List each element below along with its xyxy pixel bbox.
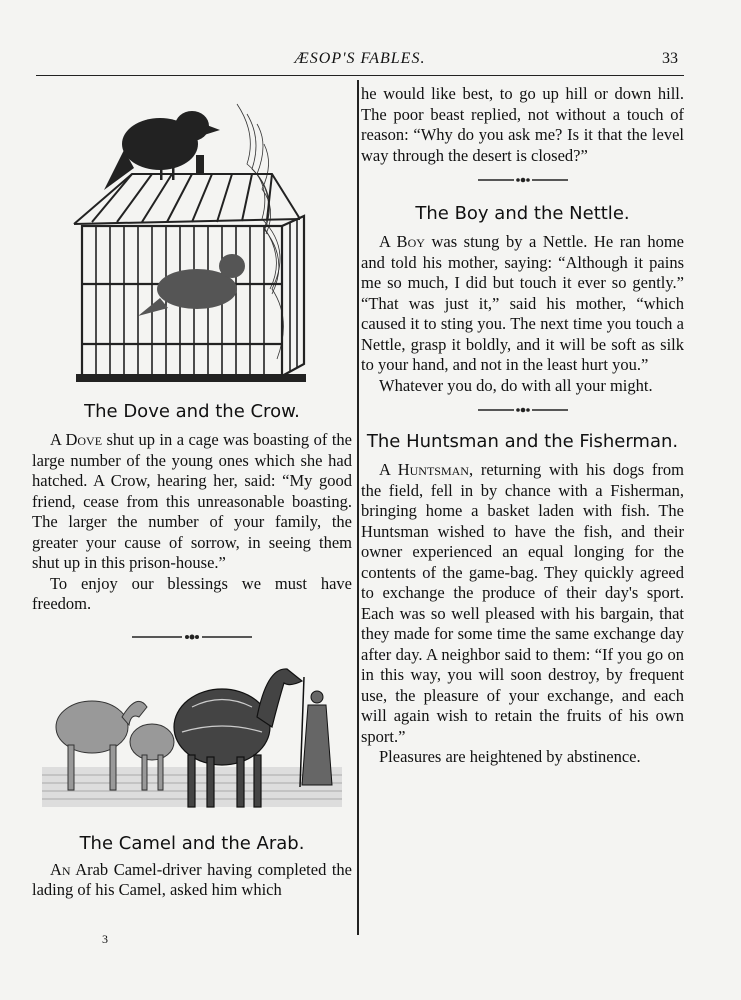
running-head [36,50,684,76]
boy-nettle-text: was stung by a Nettle. He ran home and told his mother, saying: “Although it pains me so much, I did but touch it ever so gently.” “That was just it,” said his mother, “which caused it to sting you. The next time you touch a Nettle, grasp it boldly, and it will be soft as silk to your hand, and not in the least hurt you.” [361,232,684,374]
camel-arab-text: Arab Camel-driver having completed the lading of his Camel, asked him which [32,859,352,899]
boy-nettle-lead: A Boy [379,232,425,251]
huntsman-fisherman-text: , returning with his dogs from the field, fell in by chance with a Fisherman, bringing home a basket laden with fish. The Huntsman wished to have the fish, and their owner experienced an equal longing for the contents of the game-bag. They quickly agreed to exchange the produce of their day's sport. Each was so well pleased with his bargain, that they made for some time the same exchange day after day. A neighbor said to them: “If you go on in this way, you will soon destroy, by frequent use, the pleasure of your exchange, and each will again wish to retain the fruits of his own sport.” [361,460,684,746]
section-divider-right-2 [478,406,568,414]
dove-crow-text: shut up in a cage was boasting of the large number of the young ones which she had hatched. A Crow, hearing her, said: “My good friend, cease from this unreasonable boasting. The larger the number of your family, the greater your cause of sorrow, in seeing them shut up in this prison-house.” [32,430,352,572]
camel-arab-title: The Camel and the Arab. [79,832,305,854]
boy-nettle-title: The Boy and the Nettle. [415,203,630,224]
huntsman-fisherman-lead: A Huntsman [379,460,469,479]
signature-mark: 3 [102,932,108,946]
camel-arab-body [32,860,352,901]
camel-arab-continued: he would like best, to go up hill or down hill. The poor beast replied, not without a touch of reason: “Why do you ask me? Is it that the level way through the desert is closed?” [361,84,684,165]
dove-crow-body [32,430,352,574]
running-title: ÆSOP'S FABLES. [294,50,426,67]
dove-crow-lead: A Dove [50,430,103,449]
boy-nettle-body [361,232,684,376]
section-divider-left [132,633,252,641]
dove-crow-title: The Dove and the Crow. [84,401,300,422]
dove-crow-moral: To enjoy our blessings we must have freedom. [32,573,352,613]
right-column [361,84,684,768]
dove-crow-illustration [32,84,352,394]
column-rule [357,80,359,935]
huntsman-fisherman-moral: Pleasures are heightened by abstinence. [379,747,641,766]
boy-nettle-moral: Whatever you do, do with all your might. [379,375,653,395]
huntsman-fisherman-title: The Huntsman and the Fisherman. [366,431,679,452]
huntsman-fisherman-body [361,460,684,747]
section-divider-right-1 [478,176,568,184]
left-column [32,84,352,901]
camel-arab-lead: An [50,859,71,879]
camel-arab-illustration [32,657,352,822]
page-number: 33 [662,50,678,67]
